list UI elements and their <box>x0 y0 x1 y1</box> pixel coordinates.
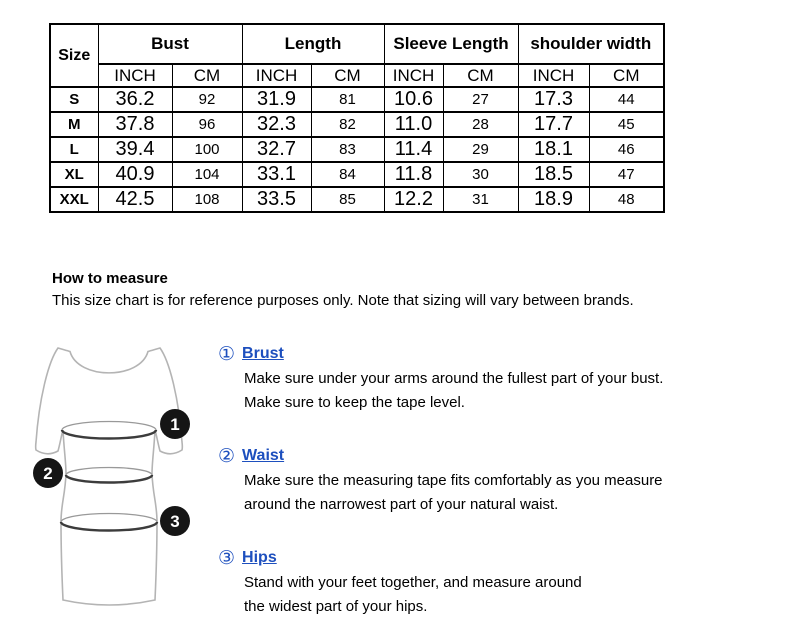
measure-item-bust <box>218 344 663 415</box>
table-cell: 45 <box>589 112 664 137</box>
size-label: M <box>50 112 98 137</box>
table-cell: 46 <box>589 137 664 162</box>
table-cell: 104 <box>172 162 242 187</box>
badge-1-number: 1 <box>170 415 180 434</box>
table-cell: 42.5 <box>98 187 172 212</box>
waist-link[interactable]: Waist <box>242 447 285 464</box>
size-chart-table <box>49 23 665 213</box>
table-cell: 28 <box>443 112 518 137</box>
table-cell: 82 <box>311 112 384 137</box>
circled-2-icon: ② <box>218 445 236 467</box>
unit-header-sleeve-cm: CM <box>443 64 518 87</box>
table-cell: 29 <box>443 137 518 162</box>
table-cell: 92 <box>172 87 242 112</box>
size-label: XXL <box>50 187 98 212</box>
measure-item-waist <box>218 446 663 517</box>
measure-item-waist-heading <box>218 446 663 466</box>
table-row-xxl <box>50 187 664 212</box>
table-cell: 100 <box>172 137 242 162</box>
unit-header-shoulder-inch: INCH <box>518 64 589 87</box>
table-cell: 32.7 <box>242 137 311 162</box>
table-cell: 31.9 <box>242 87 311 112</box>
table-cell: 32.3 <box>242 112 311 137</box>
table-cell: 31 <box>443 187 518 212</box>
group-header-length: Length <box>242 24 384 64</box>
badge-3-number: 3 <box>170 512 180 531</box>
unit-header-shoulder-cm: CM <box>589 64 664 87</box>
unit-header-bust-inch: INCH <box>98 64 172 87</box>
badge-3-icon <box>160 506 190 536</box>
text-line: Make sure to keep the tape level. <box>244 394 465 411</box>
table-cell: 17.7 <box>518 112 589 137</box>
table-cell: 36.2 <box>98 87 172 112</box>
table-cell: 96 <box>172 112 242 137</box>
how-to-measure-title: How to measure <box>52 270 168 287</box>
text-line: around the narrowest part of your natural waist. <box>244 496 559 513</box>
unit-header-length-inch: INCH <box>242 64 311 87</box>
table-cell: 84 <box>311 162 384 187</box>
group-header-shoulder-width: shoulder width <box>518 24 664 64</box>
table-cell: 83 <box>311 137 384 162</box>
table-cell: 39.4 <box>98 137 172 162</box>
table-group-header-row <box>50 24 664 64</box>
how-to-measure-note: This size chart is for reference purposes only. Note that sizing will vary between brands. <box>52 292 634 309</box>
table-cell: 33.5 <box>242 187 311 212</box>
badge-2-icon <box>33 458 63 488</box>
table-row-s <box>50 87 664 112</box>
table-cell: 18.5 <box>518 162 589 187</box>
table-row-xl <box>50 162 664 187</box>
size-label: L <box>50 137 98 162</box>
measure-item-bust-text <box>244 367 663 415</box>
table-cell: 17.3 <box>518 87 589 112</box>
table-cell: 48 <box>589 187 664 212</box>
measure-item-waist-text <box>244 469 663 517</box>
table-unit-row <box>50 64 664 87</box>
group-header-sleeve-length: Sleeve Length <box>384 24 518 64</box>
group-header-bust: Bust <box>98 24 242 64</box>
table-cell: 44 <box>589 87 664 112</box>
hips-link[interactable]: Hips <box>242 549 277 566</box>
text-line: Make sure the measuring tape fits comfortably as you measure <box>244 472 663 489</box>
measure-item-hips-text <box>244 571 582 619</box>
measure-item-hips-heading <box>218 548 582 568</box>
table-cell: 33.1 <box>242 162 311 187</box>
table-cell: 11.0 <box>384 112 443 137</box>
table-cell: 11.8 <box>384 162 443 187</box>
table-cell: 81 <box>311 87 384 112</box>
text-line: the widest part of your hips. <box>244 598 428 615</box>
table-cell: 18.9 <box>518 187 589 212</box>
table-cell: 11.4 <box>384 137 443 162</box>
table-cell: 27 <box>443 87 518 112</box>
text-line: Make sure under your arms around the fullest part of your bust. <box>244 370 664 387</box>
size-label: XL <box>50 162 98 187</box>
size-column-header: Size <box>50 24 98 87</box>
measure-item-hips <box>218 548 582 619</box>
unit-header-sleeve-inch: INCH <box>384 64 443 87</box>
table-cell: 30 <box>443 162 518 187</box>
measure-item-bust-heading <box>218 344 663 364</box>
table-cell: 47 <box>589 162 664 187</box>
unit-header-bust-cm: CM <box>172 64 242 87</box>
table-cell: 85 <box>311 187 384 212</box>
text-line: Stand with your feet together, and measure around <box>244 574 582 591</box>
unit-header-length-cm: CM <box>311 64 384 87</box>
table-cell: 108 <box>172 187 242 212</box>
dress-diagram <box>28 338 204 630</box>
badge-1-icon <box>160 409 190 439</box>
table-cell: 37.8 <box>98 112 172 137</box>
circled-1-icon: ① <box>218 343 236 365</box>
badge-2-number: 2 <box>43 464 53 483</box>
table-cell: 40.9 <box>98 162 172 187</box>
table-row-l <box>50 137 664 162</box>
circled-3-icon: ③ <box>218 547 236 569</box>
size-label: S <box>50 87 98 112</box>
table-cell: 18.1 <box>518 137 589 162</box>
bust-link[interactable]: Brust <box>242 345 284 362</box>
table-row-m <box>50 112 664 137</box>
table-cell: 12.2 <box>384 187 443 212</box>
table-cell: 10.6 <box>384 87 443 112</box>
